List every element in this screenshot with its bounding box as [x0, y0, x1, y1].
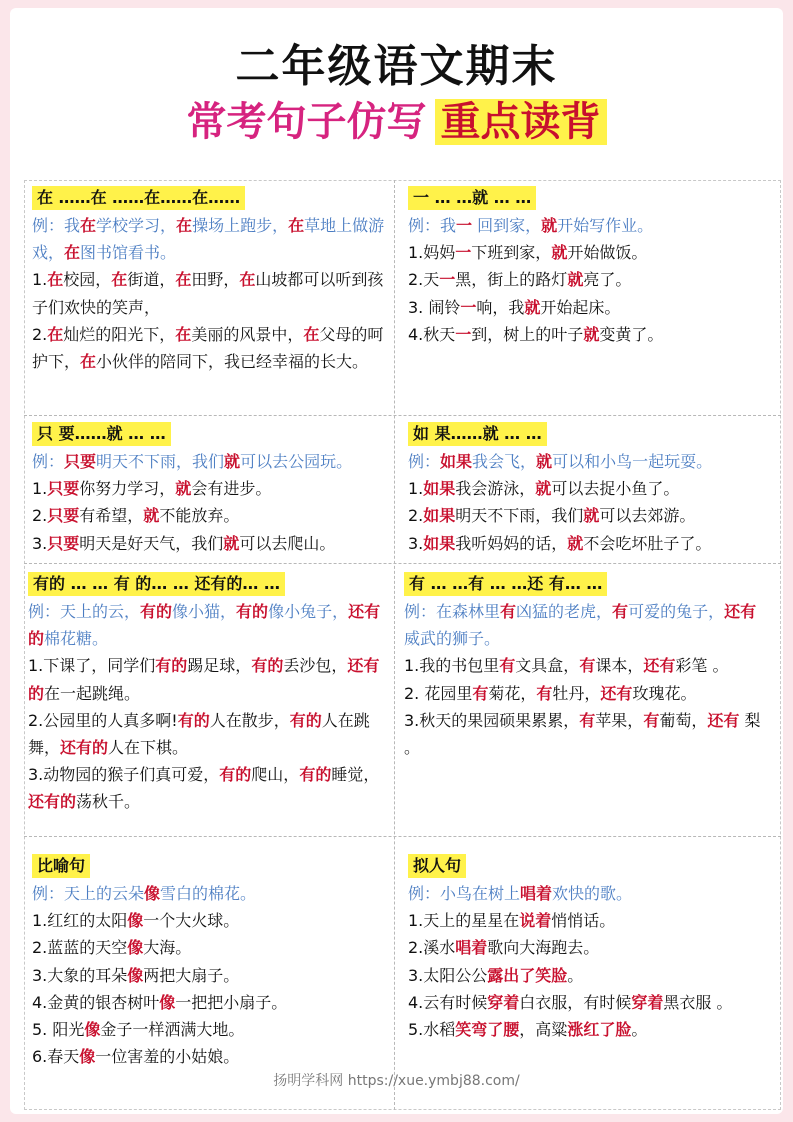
practice-sentence: 3.太阳公公露出了笑脸。 — [408, 965, 584, 985]
example-sentence: 例：天上的云朵像雪白的棉花。 — [32, 884, 257, 903]
practice-sentence: 2.在灿烂的阳光下，在美丽的风景中，在父母的呵护下，在小伙伴的陪同下，我已经幸福的长大。 — [32, 324, 384, 371]
practice-sentence: 4.金黄的银杏树叶像一把把小扇子。 — [32, 992, 288, 1012]
practice-sentence: 3. 闹铃一响，我就开始起床。 — [408, 297, 621, 317]
practice-sentence: 3.如果我听妈妈的话，就不会吃坏肚子了。 — [408, 533, 712, 553]
example-sentence: 例：在森林里有凶猛的老虎，有可爱的兔子，还有威武的狮子。 — [404, 602, 757, 649]
section-zai — [32, 184, 387, 375]
section-heading: 比喻句 — [32, 854, 90, 878]
section-metaphor — [32, 852, 387, 1070]
grid-divider-1 — [24, 415, 781, 416]
practice-sentence: 2. 花园里有菊花，有牡丹，还有玫瑰花。 — [404, 683, 697, 703]
practice-sentence: 1.我的书包里有文具盒，有课本，还有彩笔 。 — [404, 656, 729, 676]
practice-sentence: 4.云有时候穿着白衣服，有时候穿着黑衣服 。 — [408, 992, 733, 1012]
section-yi-jiu — [408, 184, 770, 348]
practice-sentence: 5. 阳光像金子一样洒满大地。 — [32, 1019, 245, 1039]
subtitle-main: 常考句子仿写 — [186, 99, 427, 145]
practice-sentence: 2.如果明天不下雨，我们就可以去郊游。 — [408, 506, 696, 526]
practice-sentence: 1.如果我会游泳，就可以去捉小鱼了。 — [408, 479, 680, 499]
section-personification — [408, 852, 770, 1043]
subtitle-highlight: 重点读背 — [435, 99, 607, 145]
grid-divider-2 — [24, 563, 781, 564]
practice-sentence: 1.红红的太阳像一个大火球。 — [32, 911, 240, 931]
example-sentence: 例：只要明天不下雨，我们就可以去公园玩。 — [32, 452, 353, 471]
example-sentence: 例：我一 回到家，就开始写作业。 — [408, 216, 654, 235]
practice-sentence: 3.只要明天是好天气，我们就可以去爬山。 — [32, 533, 336, 553]
practice-sentence: 2.公园里的人真多啊!有的人在散步，有的人在跳舞，还有的人在下棋。 — [28, 710, 370, 757]
section-heading: 一 … …就 … … — [408, 186, 536, 210]
page-subtitle — [0, 90, 793, 147]
page-title: 二年级语文期末 — [235, 41, 558, 92]
example-sentence: 例：小鸟在树上唱着欢快的歌。 — [408, 884, 633, 903]
practice-sentence: 1.天上的星星在说着悄悄话。 — [408, 911, 616, 931]
grid-divider-vertical — [394, 180, 395, 1110]
practice-sentence: 6.春天像一位害羞的小姑娘。 — [32, 1047, 240, 1067]
example-sentence: 例：如果我会飞，就可以和小鸟一起玩耍。 — [408, 452, 713, 471]
practice-sentence: 4.秋天一到，树上的叶子就变黄了。 — [408, 324, 664, 344]
practice-sentence: 3.秋天的果园硕果累累，有苹果，有葡萄，还有 梨 。 — [404, 710, 761, 757]
practice-sentence: 1.在校园，在街道，在田野，在山坡都可以听到孩子们欢快的笑声， — [32, 270, 384, 317]
practice-sentence: 1.只要你努力学习，就会有进步。 — [32, 479, 272, 499]
practice-sentence: 3.动物园的猴子们真可爱，有的爬山，有的睡觉，还有的荡秋千。 — [28, 765, 380, 812]
practice-sentence: 2.天一黑，街上的路灯就亮了。 — [408, 270, 632, 290]
section-you-you-haiyou — [404, 570, 772, 761]
practice-sentence: 1.妈妈一下班到家，就开始做饭。 — [408, 243, 648, 263]
section-heading: 有的 … … 有 的… … 还有的… … — [28, 572, 285, 596]
content-grid — [24, 180, 781, 1110]
practice-sentence: 2.溪水唱着歌向大海跑去。 — [408, 938, 600, 958]
practice-sentence: 3.大象的耳朵像两把大扇子。 — [32, 965, 240, 985]
watermark-footer: 扬明学科网 https://xue.ymbj88.com/ — [273, 1073, 520, 1089]
practice-sentence: 1.下课了，同学们有的踢足球，有的丢沙包，还有的在一起跳绳。 — [28, 656, 380, 703]
section-heading: 只 要……就 … … — [32, 422, 171, 446]
section-heading: 拟人句 — [408, 854, 466, 878]
section-zhiyao-jiu — [32, 420, 387, 557]
example-sentence: 例：天上的云，有的像小猫，有的像小兔子，还有的棉花糖。 — [28, 602, 381, 649]
practice-sentence: 2.只要有希望，就不能放弃。 — [32, 506, 240, 526]
section-heading: 在 ……在 ……在……在…… — [32, 186, 245, 210]
example-sentence: 例：我在学校学习，在操场上跑步，在草地上做游戏，在图书馆看书。 — [32, 216, 385, 263]
practice-sentence: 2.蓝蓝的天空像大海。 — [32, 938, 192, 958]
grid-divider-3 — [24, 836, 781, 837]
section-heading: 如 果……就 … … — [408, 422, 547, 446]
section-youde — [28, 570, 388, 816]
practice-sentence: 5.水稻笑弯了腰，高粱涨红了脸。 — [408, 1019, 648, 1039]
section-heading: 有 … …有 … …还 有… … — [404, 572, 607, 596]
section-ruguo-jiu — [408, 420, 770, 557]
